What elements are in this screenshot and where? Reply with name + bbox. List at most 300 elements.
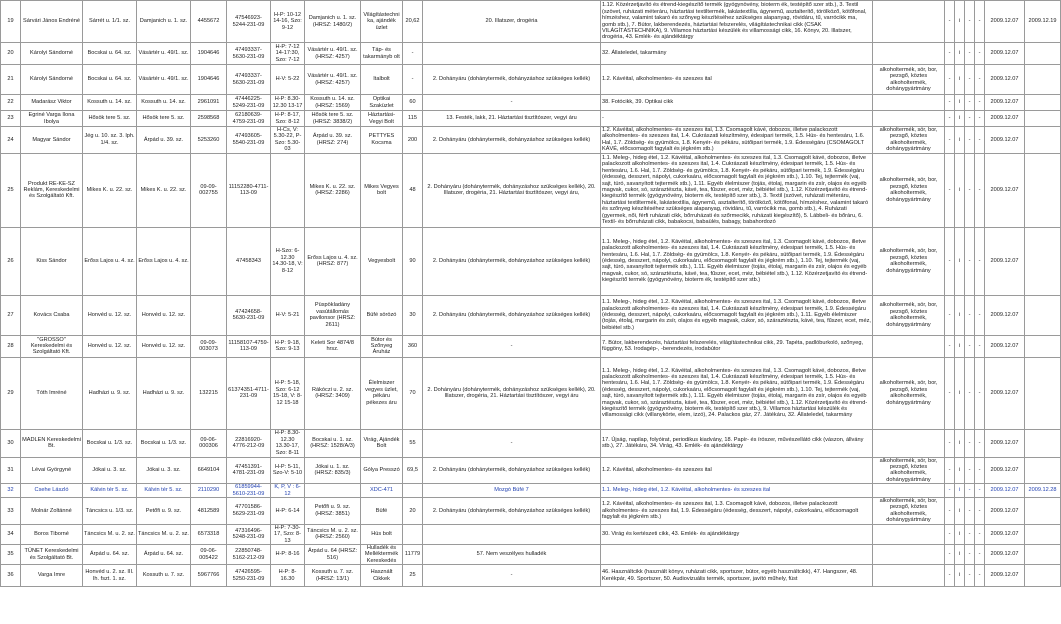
shop-type: PETTYES Kocsma [361, 127, 403, 154]
excise-products: alkoholtermék, sör, bor, pezsgő, köztes alkoholtermék, dohánygyártmány [873, 295, 945, 335]
registration-number [191, 295, 227, 335]
shop-location: Jókai u. 1. sz. (HRSZ: 835/3) [305, 457, 361, 484]
shop-address: Honvéd u. 12. sz. [137, 335, 191, 357]
shop-address: Erőss Lajos u. 4. sz. [137, 227, 191, 295]
flag-4: - [975, 227, 985, 295]
row-number: 36 [1, 565, 21, 587]
change-date [1025, 127, 1061, 154]
flag-2: i [955, 95, 965, 111]
registration-number [191, 227, 227, 295]
registration-date: 2009.12.07 [985, 1, 1025, 43]
row-number: 34 [1, 524, 21, 544]
row-number: 21 [1, 65, 21, 95]
change-date [1025, 498, 1061, 525]
registration-date: 2009.12.07 [985, 498, 1025, 525]
flag-1: - [945, 95, 955, 111]
registration-number: 6573318 [191, 524, 227, 544]
shop-address: Hadházi u. 9. sz. [137, 357, 191, 429]
change-date [1025, 524, 1061, 544]
operator-name: Egriné Varga Ilona Ibolya [21, 111, 83, 127]
flag-3: - [965, 43, 975, 65]
flag-1: - [945, 127, 955, 154]
shop-type: Hús bolt [361, 524, 403, 544]
row-number: 26 [1, 227, 21, 295]
flag-3: - [965, 565, 975, 587]
flag-3: - [965, 544, 975, 564]
flag-4: - [975, 111, 985, 127]
product-group: 13. Festék, lakk, 21. Háztartási tisztítószer, vegyi áru [423, 111, 601, 127]
operator-address: Kossuth u. 14. sz. [83, 95, 137, 111]
shop-location: Rákóczi u. 2. sz. (HRSZ: 3409) [305, 357, 361, 429]
table-row [1, 429, 1061, 457]
flag-3: - [965, 429, 975, 457]
change-date [1025, 457, 1061, 484]
change-date [1025, 544, 1061, 564]
product-group [423, 43, 601, 65]
operator-address: Sárrét u. 1/1. sz. [83, 1, 137, 43]
table-row [1, 524, 1061, 544]
product-items: 1.1. Meleg-, hideg étel, 1.2. Kávéital, alkoholmentes- és szeszes ital, 1.3. Csomagolt kávé, dobozos, illetve palackozott alkoholmentes- és szeszes ital, 1.4. Cukrászati készítmény, édesipari termék, 1.5. Hús- és hentesáru, 1.6. Hal, 1.7. Zöldség- és gyümölcs, 1.8. Kenyér- és pékáru, sütőipari termék, 1.9. Édességáru (édesség, desszert, nápolyi, cukorkaáru, előcsomagolt fagylalt és jégkrém stb.), 1.10. Tej, tejtermék (vaj, sajt, túró, savanyított tejtermék stb.), 1.11. Egyéb élelmiszer (tojás, étolaj, margarin és zsír, olajos és egyéb magvak, cukor, só, száraztészta, kávé, tea, fűszer, ecet, méz, bébiétel stb.), 1.12. Közérzetjavító és étrend-kiegészítő termék (gyógynövény, bioterm ék, testépítő szer stb.), 9. Villamos háztartási készülék és villamossági cikk (villanykörte, elem, izzó), 24. Palackos gáz, 27. Játékáru, 32. Állateledel, takarmány [601, 357, 873, 429]
operator-name: Kiss Sándor [21, 227, 83, 295]
flag-2: i [955, 227, 965, 295]
tax-number: 22850748-5162-212-09 [227, 544, 271, 564]
shop-location: Hősök tere 5. sz.(HRSZ: 3838/2) [305, 111, 361, 127]
table-row [1, 357, 1061, 429]
tax-number: 47316496-5248-231-09 [227, 524, 271, 544]
tax-number: 47446225-5249-231-09 [227, 95, 271, 111]
flag-4: - [975, 524, 985, 544]
opening-hours: H-P: 8-17, Szo: 8-12 [271, 111, 305, 127]
change-date: 2009.12.19 [1025, 1, 1061, 43]
product-items: 46. Használtcikk (használt könyv, ruházati cikk, sportszer, bútor, egyéb használtcikk), 47. Hangszer, 48. Kerékpár, 49. Sportszer, 50. Audiovizuális termék, sportszer, javító műhely, füst [601, 565, 873, 587]
change-date [1025, 43, 1061, 65]
shop-type: Italbolt [361, 65, 403, 95]
tax-number: 61374351-4711-231-09 [227, 357, 271, 429]
shop-type: Hulladék és Melléktermék Kereskedés [361, 544, 403, 564]
flag-1: - [945, 335, 955, 357]
opening-hours: H-V: 5-21 [271, 295, 305, 335]
operator-name: Varga Imre [21, 565, 83, 587]
product-items: 17. Újság, napilap, folyóirat, periodikus kiadvány, 18. Papír- és írószer, művészellátó cikk (vászon, állvány stb.), 27. Játékáru, 34. Virág, 43. Emlék- és ajándéktárgy [601, 429, 873, 457]
operator-name: Magyar Sándor [21, 127, 83, 154]
product-group [423, 524, 601, 544]
product-items: 1.1. Meleg-, hideg étel, 1.2. Kávéital, alkoholmentes- és szeszes ital, 1.3. Csomagolt kávé, dobozos, illetve palackozott alkoholmentes- és szeszes ital, 1.4. Cukrászati készítmény, édesipari termék, 1.5. Hús- és hentesáru, 1.6. Hal, 1.7. Zöldség- és gyümölcs, 1.8. Kenyér- és pékáru, sütőipari termék, 1.9. Édességáru (édesség, desszert, nápolyi, cukorkaáru, előcsomagolt fagylalt és jégkrém stb.), 1.10. Tej, tejtermék (vaj, sajt, túró, savanyított tejtermék stb.), 1.11. Egyéb élelmiszer (tojás, étolaj, margarin és zsír, olajos és egyéb magvak, cukor, só, száraztészta, kávé, tea, fűszer, ecet, méz, bébiétel stb.), 1.12. Közérzetjavító és étrend-kiegészítő termék (gyógynövény, bioterm ék, testépítő szer stb.) [601, 227, 873, 295]
excise-products: alkoholtermék, sör, bor, pezsgő, köztes alkoholtermék, dohánygyártmány [873, 357, 945, 429]
flag-3: - [965, 127, 975, 154]
operator-name: Károlyi Sándorné [21, 65, 83, 95]
flag-4: - [975, 153, 985, 227]
flag-1: - [945, 227, 955, 295]
opening-hours: H-P: 5-18, Szo: 6-12 15-18, V: 8-12 15-18 [271, 357, 305, 429]
registration-number: 6649104 [191, 457, 227, 484]
opening-hours: H-P: 5-11, Szo-V: 5-10 [271, 457, 305, 484]
floor-area: 48 [403, 153, 423, 227]
registration-date: 2009.12.07 [985, 544, 1025, 564]
product-group: 2. Dohányáru (dohánytermék, dohányzáshoz szükséges kellék) [423, 498, 601, 525]
shop-address: Árpád u. 39. sz. [137, 127, 191, 154]
floor-area: 25 [403, 565, 423, 587]
tax-number: 47426595-5250-231-09 [227, 565, 271, 587]
operator-address: Honvéd u. 12. sz. [83, 295, 137, 335]
flag-2: i [955, 429, 965, 457]
tax-number: 47493337-5630-231-09 [227, 65, 271, 95]
shop-type: Büfé [361, 498, 403, 525]
floor-area: - [403, 43, 423, 65]
flag-1: - [945, 111, 955, 127]
row-number: 24 [1, 127, 21, 154]
opening-hours: H-P: 8.30-12.30 13-17 [271, 95, 305, 111]
shop-type: Háztartási-Vegyi Bolt [361, 111, 403, 127]
shop-location: Bocskai u. 1. sz. (HRSZ: 1528/A/3) [305, 429, 361, 457]
shop-location: Kossuth u. 14. sz. (HRSZ: 1569) [305, 95, 361, 111]
flag-2: i [955, 65, 965, 95]
flag-2: i [955, 295, 965, 335]
product-items: 1.1. Meleg-, hideg étel, 1.2. Kávéital, alkoholmentes- és szeszes ital, 1.3. Csomagolt kávé, dobozos, illetve palackozott alkoholmentes- és szeszes ital, 1.4. Cukrászati készítmény, édesipari termék, 1.9. Édességáru (édesség, desszert, nápolyi, cukorkaáru, előcsomagolt fagylalt és jégkrém stb.), 1.11. Egyéb élelmiszer (tojás, étolaj, margarin és zsír, olajos és egyéb magvak, cukor, só, száraztészta, kávé, tea, fűszer, ecet, méz, bébiétel stb.) [601, 295, 873, 335]
table-row [1, 111, 1061, 127]
shop-address: Damjanich u. 1. sz. [137, 1, 191, 43]
flag-4: - [975, 95, 985, 111]
shop-location [305, 484, 361, 498]
registration-number: 5967766 [191, 565, 227, 587]
product-group: - [423, 335, 601, 357]
change-date [1025, 429, 1061, 457]
tax-number: 11152280-4711-113-09 [227, 153, 271, 227]
flag-1: - [945, 43, 955, 65]
opening-hours: H-P: 10-12 14-16, Szo: 9-12 [271, 1, 305, 43]
operator-address: Mikes K. u. 22. sz. [83, 153, 137, 227]
change-date: 2009.12.28 [1025, 484, 1061, 498]
excise-products [873, 565, 945, 587]
registration-number: 09-06-005422 [191, 544, 227, 564]
shop-location: Árpád u. 64 (HRSZ: 516) [305, 544, 361, 564]
flag-2: i [955, 153, 965, 227]
change-date [1025, 565, 1061, 587]
floor-area: - [403, 65, 423, 95]
flag-3: - [965, 498, 975, 525]
flag-1: - [945, 1, 955, 43]
table-row [1, 544, 1061, 564]
shop-type: Büfé sörözó [361, 295, 403, 335]
registration-date: 2009.12.07 [985, 357, 1025, 429]
shop-address: Árpád u. 64. sz. [137, 544, 191, 564]
excise-products [873, 111, 945, 127]
opening-hours: H-P: 8-16.30 [271, 565, 305, 587]
shop-location: Vásártér u. 49/1. sz. (HRSZ: 4257) [305, 65, 361, 95]
excise-products: alkoholtermék, sör, bor, pezsgő, köztes alkoholtermék, dohánygyártmány [873, 153, 945, 227]
excise-products [873, 335, 945, 357]
tax-number: 47493337-5630-231-09 [227, 43, 271, 65]
tax-number: 61859944-5610-231-09 [227, 484, 271, 498]
shop-address: Kossuth u. 14. sz. [137, 95, 191, 111]
table-row [1, 457, 1061, 484]
excise-products [873, 484, 945, 498]
registration-date: 2009.12.07 [985, 457, 1025, 484]
shop-type: Bútor és Szőnyeg Áruház [361, 335, 403, 357]
flag-2: i [955, 457, 965, 484]
shop-address: Kossuth u. 7. sz. [137, 565, 191, 587]
product-group: 2. Dohányáru (dohánytermék, dohányzáshoz szükséges kellék) [423, 295, 601, 335]
registration-date: 2009.12.07 [985, 127, 1025, 154]
excise-products [873, 95, 945, 111]
flag-4: - [975, 43, 985, 65]
product-group: 2. Dohányáru (dohánytermék, dohányzáshoz szükséges kellék), 20. Illatszer, drogéria, 21. Háztartási tisztítószer, vegyi áru, [423, 153, 601, 227]
operator-name: "GROSSO" Kereskedelmi és Szolgáltató Kft. [21, 335, 83, 357]
excise-products [873, 43, 945, 65]
flag-4: - [975, 295, 985, 335]
registration-date: 2009.12.07 [985, 565, 1025, 587]
table-row [1, 335, 1061, 357]
opening-hours: H-P: 8.30-12.30 13.30-17, Szo: 8-11 [271, 429, 305, 457]
floor-area: 55 [403, 429, 423, 457]
flag-2: i [955, 565, 965, 587]
operator-name: Kovács Csaba [21, 295, 83, 335]
table-row [1, 95, 1061, 111]
flag-2: i [955, 524, 965, 544]
flag-1: - [945, 457, 955, 484]
floor-area: 360 [403, 335, 423, 357]
excise-products [873, 544, 945, 564]
operator-address: Táncsics u. 1/3. sz. [83, 498, 137, 525]
floor-area: 11779 [403, 544, 423, 564]
tax-number: 47701586-5629-231-09 [227, 498, 271, 525]
flag-4: - [975, 65, 985, 95]
flag-3: - [965, 295, 975, 335]
product-group: 2. Dohányáru (dohánytermék, dohányzáshoz szükséges kellék) [423, 65, 601, 95]
change-date [1025, 357, 1061, 429]
flag-2: i [955, 1, 965, 43]
product-items: 7. Bútor, lakberendezés, háztartási felszerelés, világítástechnikai cikk, 29. Tapéta, padlóburkoló, szőnyeg, függöny, 53. Irodagép-, -berendezés, irodabútor [601, 335, 873, 357]
flag-1: - [945, 565, 955, 587]
row-number: 29 [1, 357, 21, 429]
flag-1: - [945, 357, 955, 429]
operator-address: Jég u. 10. sz. 3. lph. 1/4. sz. [83, 127, 137, 154]
shop-type: Mikes Vegyes bolt [361, 153, 403, 227]
registration-date: 2009.12.07 [985, 227, 1025, 295]
change-date [1025, 335, 1061, 357]
flag-3: - [965, 65, 975, 95]
operator-name: Molnár Zoltánné [21, 498, 83, 525]
shop-address: Hősök tere 5. sz. [137, 111, 191, 127]
flag-2: i [955, 498, 965, 525]
registration-number: 5253260 [191, 127, 227, 154]
operator-address: Honvéd u. 2. sz. III. lh. fszt. 1. sz. [83, 565, 137, 587]
operator-address: Táncsics M. u. 2. sz. [83, 524, 137, 544]
floor-area: 70 [403, 357, 423, 429]
shop-type: Élelmiszer vegyes üzlet, pékáru pékezes áru [361, 357, 403, 429]
operator-name: Csehe László [21, 484, 83, 498]
table-row [1, 43, 1061, 65]
product-items: - [601, 111, 873, 127]
floor-area: 200 [403, 127, 423, 154]
floor-area: 60 [403, 95, 423, 111]
shop-address: Bocskai u. 1/3. sz. [137, 429, 191, 457]
shop-location: Keleti Sor 4874/8 hrsz. [305, 335, 361, 357]
shop-location: Püspökladány vasútállomás pavilonsor (HRSZ: 2611) [305, 295, 361, 335]
shop-address: Vásártér u. 49/1. sz. [137, 43, 191, 65]
opening-hours: K, P, V : 6-12 [271, 484, 305, 498]
excise-products [873, 1, 945, 43]
registration-number: 09-09-003073 [191, 335, 227, 357]
registration-number: 2598568 [191, 111, 227, 127]
flag-4: - [975, 484, 985, 498]
row-number: 31 [1, 457, 21, 484]
operator-address: Honvéd u. 12. sz. [83, 335, 137, 357]
product-group: - [423, 565, 601, 587]
operator-name: Lévai Györgyné [21, 457, 83, 484]
product-group: 2. Dohányáru (dohánytermék, dohányzáshoz szükséges kellék), 20. Illatszer, drogéria, 21. Háztartási tisztítószer, vegyi áru [423, 357, 601, 429]
row-number: 32 [1, 484, 21, 498]
flag-1: - [945, 544, 955, 564]
registration-date: 2009.12.07 [985, 65, 1025, 95]
product-items: 30. Virág és kertészeti cikk, 43. Emlék- és ajándéktárgy [601, 524, 873, 544]
excise-products: alkoholtermék, sör, bor, pezsgő, köztes alkoholtermék, dohánygyártmány [873, 457, 945, 484]
opening-hours: H-P: 9-18, Szo: 9-13 [271, 335, 305, 357]
operator-address: Bocskai u. 1/3. sz. [83, 429, 137, 457]
flag-1: - [945, 153, 955, 227]
flag-4: - [975, 498, 985, 525]
row-number: 35 [1, 544, 21, 564]
opening-hours: H-Szo: 6-12.30 14.30-18, V: 8-12 [271, 227, 305, 295]
opening-hours: H-Cs, V: 5.30-22, P-Szo: 5.30-03 [271, 127, 305, 154]
product-group: - [423, 95, 601, 111]
shop-type: Optikai Szaküzlet [361, 95, 403, 111]
flag-4: - [975, 127, 985, 154]
registration-date: 2009.12.07 [985, 524, 1025, 544]
table-row [1, 295, 1061, 335]
product-items: 1.2. Kávéital, alkoholmentes- és szeszes ital, 1.3. Csomagolt kávé, dobozos, illetve palackozott alkoholmentes- és szeszes ital, 1.9. Édességáru (édesség, desszert, nápolyi, cukorkaáru, előcsomagolt fagylalt és jégkrém stb.) [601, 498, 873, 525]
tax-number: 22816920-4776-212-09 [227, 429, 271, 457]
flag-2: i [955, 43, 965, 65]
floor-area: 20 [403, 498, 423, 525]
opening-hours: H-P: 8-16 [271, 544, 305, 564]
flag-3: - [965, 1, 975, 43]
product-group: Mozgó Büfé 7 [423, 484, 601, 498]
opening-hours: H-V: 5-22 [271, 65, 305, 95]
shop-type: Vegyesbolt [361, 227, 403, 295]
tax-number: 47546923-5244-231-09 [227, 1, 271, 43]
table-row [1, 565, 1061, 587]
shop-location: Árpád u. 39. sz. (HRSZ: 274) [305, 127, 361, 154]
registration-number: 1904646 [191, 65, 227, 95]
registration-date: 2009.12.07 [985, 95, 1025, 111]
operator-address: Jókai u. 3. sz. [83, 457, 137, 484]
table-row [1, 498, 1061, 525]
registration-number: 1904646 [191, 43, 227, 65]
row-number: 22 [1, 95, 21, 111]
registration-number: 132215 [191, 357, 227, 429]
row-number: 25 [1, 153, 21, 227]
opening-hours [271, 153, 305, 227]
product-group: 2. Dohányáru (dohánytermék, dohányzáshoz szükséges kellék) [423, 227, 601, 295]
shop-type: Világítástechnika, ajándék üzlet [361, 1, 403, 43]
flag-4: - [975, 1, 985, 43]
shop-type: Gólya Presszó [361, 457, 403, 484]
flag-1: - [945, 429, 955, 457]
flag-3: - [965, 227, 975, 295]
row-number: 23 [1, 111, 21, 127]
registration-number: 2110290 [191, 484, 227, 498]
flag-3: - [965, 357, 975, 429]
shop-address: Honvéd u. 12. sz. [137, 295, 191, 335]
operator-name: Sárvári János Endréné [21, 1, 83, 43]
operator-name: Tóth Imréné [21, 357, 83, 429]
operator-name: Madarász Viktor [21, 95, 83, 111]
flag-3: - [965, 335, 975, 357]
shop-location: Damjanich u. 1. sz. (HRSZ: 1480/2) [305, 1, 361, 43]
registration-date: 2009.12.07 [985, 295, 1025, 335]
operator-address: Hősök tere 5. sz. [83, 111, 137, 127]
flag-3: - [965, 95, 975, 111]
flag-1: - [945, 65, 955, 95]
opening-hours: H-P: 7-12 14-17:30, Szo: 7-12 [271, 43, 305, 65]
tax-number: 47458343 [227, 227, 271, 295]
flag-1: - [945, 484, 955, 498]
product-items: 1.2. Kávéital, alkoholmentes- és szeszes ital, 1.3. Csomagolt kávé, dobozos, illetve palackozott alkoholmentes- és szeszes ital, 1.4. Cukrászati készítmény, édesipari termék, 1.5. Hús- és hentesáru, 1.6. Hal, 1.7. Zöldség- és gyümölcs, 1.8. Kenyér- és pékáru, sütőipari termék, 1.9. Édességáru (CSOMAGOLT KÁVÉ, előcsomagolt fagylalt és jégkrém stb.) [601, 127, 873, 154]
shop-type: Táp- és takarmányb olt [361, 43, 403, 65]
flag-1: - [945, 524, 955, 544]
excise-products: alkoholtermék, sör, bor, pezsgő, köztes alkoholtermék, dohánygyártmány [873, 498, 945, 525]
tax-number: 47451391-4781-231-09 [227, 457, 271, 484]
shop-address: Mikes K. u. 22. sz. [137, 153, 191, 227]
shop-address: Jókai u. 3. sz. [137, 457, 191, 484]
flag-4: - [975, 357, 985, 429]
shop-location: Erőss Lajos u. 4. sz. (HRSZ: 877) [305, 227, 361, 295]
flag-2: i [955, 544, 965, 564]
flag-3: - [965, 484, 975, 498]
floor-area: 90 [403, 227, 423, 295]
shop-location: Táncsics M. u. 2. sz. (HRSZ: 2560) [305, 524, 361, 544]
change-date [1025, 153, 1061, 227]
row-number: 33 [1, 498, 21, 525]
product-items: 1.1. Meleg-, hideg étel, 1.2. Kávéital, alkoholmentes- és szeszes ital [601, 484, 873, 498]
operator-address: Erőss Lajos u. 4. sz. [83, 227, 137, 295]
operator-address: Bocskai u. 64. sz. [83, 43, 137, 65]
flag-2: i [955, 111, 965, 127]
product-group: 57. Nem veszélyes hulladék [423, 544, 601, 564]
product-group: 2. Dohányáru (dohánytermék, dohányzáshoz szükséges kellék) [423, 457, 601, 484]
excise-products [873, 524, 945, 544]
table-row [1, 127, 1061, 154]
tax-number: 11158107-4759-113-09 [227, 335, 271, 357]
excise-products: alkoholtermék, sör, bor, pezsgő, köztes alkoholtermék, dohánygyártmány [873, 127, 945, 154]
registration-date: 2009.12.07 [985, 484, 1025, 498]
excise-products: alkoholtermék, sör, bor, pezsgő, köztes alkoholtermék, dohánygyártmány [873, 65, 945, 95]
table-row [1, 484, 1061, 498]
registration-number: 09-09-002755 [191, 153, 227, 227]
product-items: 1.2. Kávéital, alkoholmentes- és szeszes ital [601, 457, 873, 484]
table-row [1, 65, 1061, 95]
shop-type: Használt Cikkek [361, 565, 403, 587]
tax-number: 47424658-5630-231-09 [227, 295, 271, 335]
product-group: - [423, 429, 601, 457]
shop-type: Virág, Ajándék Bolt [361, 429, 403, 457]
flag-3: - [965, 457, 975, 484]
operator-name: Produkt RE-KE-SZ Reklám, Kereskedelmi és Szolgáltató Kft. [21, 153, 83, 227]
opening-hours: H-P: 7-30-17, Szo: 8-13 [271, 524, 305, 544]
flag-2: i [955, 335, 965, 357]
floor-area: 30 [403, 295, 423, 335]
shop-address: Vásártér u. 49/1. sz. [137, 65, 191, 95]
row-number: 30 [1, 429, 21, 457]
change-date [1025, 65, 1061, 95]
shop-address: Táncsics M. u. 2. sz. [137, 524, 191, 544]
tax-number: 47493605-5540-231-09 [227, 127, 271, 154]
operator-address: Kálvin tér 5. sz. [83, 484, 137, 498]
opening-hours: H-P: 6-14 [271, 498, 305, 525]
registration-number: 4455672 [191, 1, 227, 43]
row-number: 27 [1, 295, 21, 335]
registration-date: 2009.12.07 [985, 111, 1025, 127]
